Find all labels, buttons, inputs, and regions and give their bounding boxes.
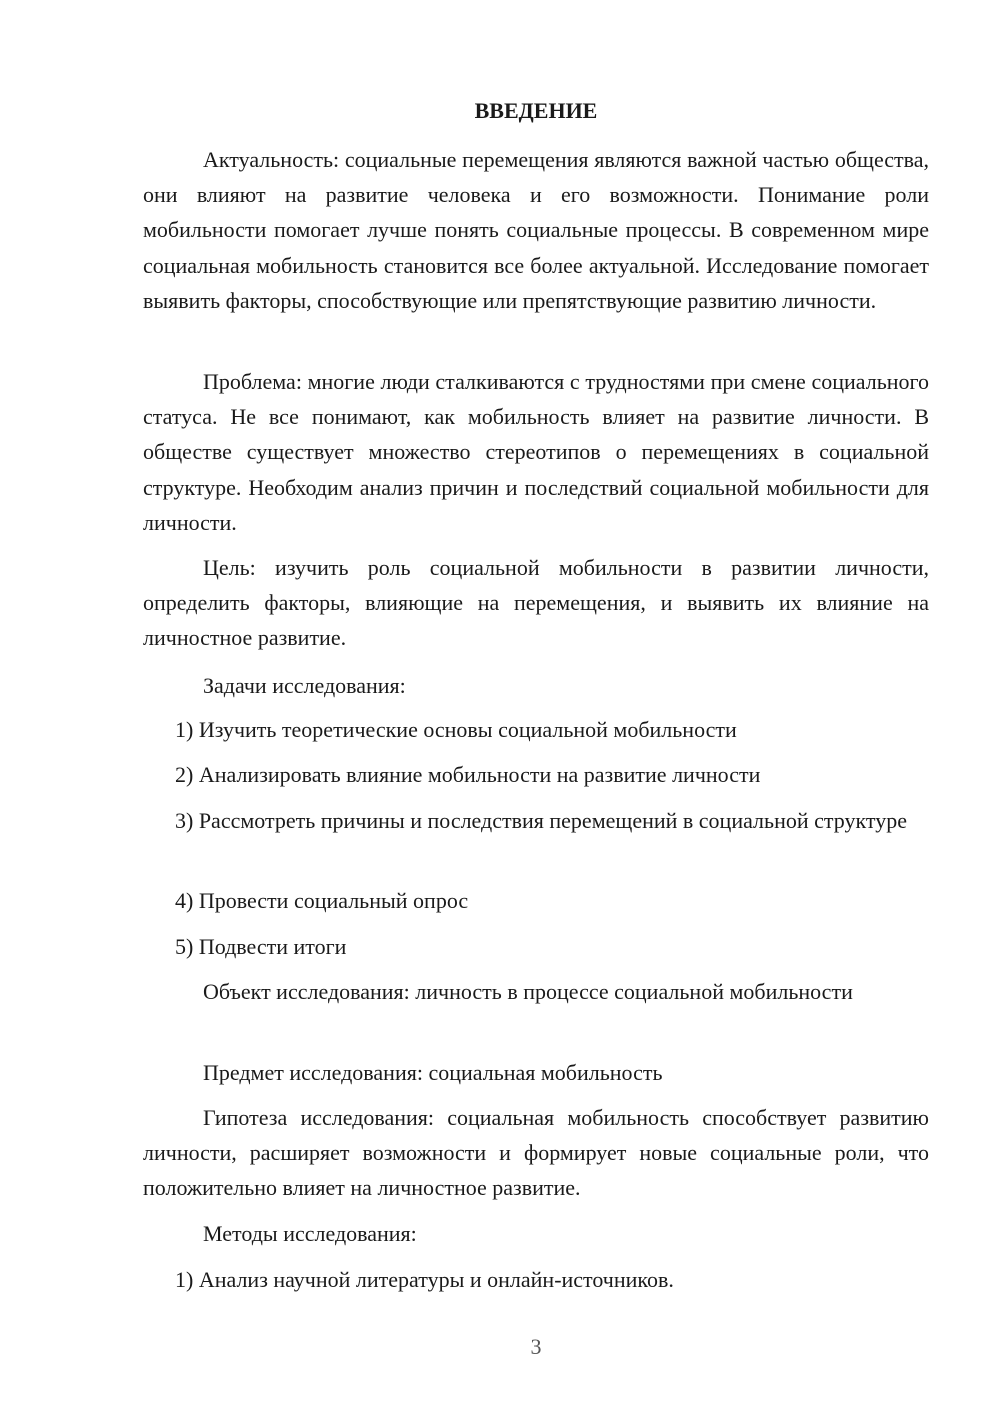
method-item-1: 1) Анализ научной литературы и онлайн-источников. xyxy=(175,1267,674,1292)
task-item-5: 5) Подвести итоги xyxy=(175,934,347,959)
paragraph-hypothesis: Гипотеза исследования: социальная мобильность способствует развитию личности, расширяет возможности и формирует новые социальные роли, что положительно влияет на личностное развитие. xyxy=(143,1105,929,1201)
paragraph-goal: Цель: изучить роль социальной мобильности в развитии личности, определить факторы, влияющие на перемещения, и выявить их влияние на личностное развитие. xyxy=(143,555,929,651)
page-number: 3 xyxy=(530,1334,542,1359)
page-title: ВВЕДЕНИЕ xyxy=(474,98,598,123)
paragraph-relevance: Актуальность: социальные перемещения являются важной частью общества, они влияют на развитие человека и его возможности. Понимание роли мобильности помогает лучше понять социальные процессы. В современном мире социальная мобильность становится все более актуальной. Исследование помогает выявить факторы, способствующие или препятствующие развитию личности. xyxy=(143,147,929,313)
paragraph-subject: Предмет исследования: социальная мобильность xyxy=(203,1060,663,1085)
paragraph-object: Объект исследования: личность в процессе социальной мобильности xyxy=(203,979,853,1004)
tasks-title: Задачи исследования: xyxy=(203,673,406,698)
task-item-3: 3) Рассмотреть причины и последствия перемещений в социальной структуре xyxy=(175,808,907,833)
task-item-2: 2) Анализировать влияние мобильности на развитие личности xyxy=(175,762,761,787)
paragraph-problem: Проблема: многие люди сталкиваются с трудностями при смене социального статуса. Не все понимают, как мобильность влияет на развитие личности. В обществе существует множество стереотипов о перемещениях в социальной структуре. Необходим анализ причин и последствий социальной мобильности для личности. xyxy=(143,369,929,535)
methods-title: Методы исследования: xyxy=(203,1221,417,1246)
task-item-1: 1) Изучить теоретические основы социальной мобильности xyxy=(175,717,737,742)
task-item-4: 4) Провести социальный опрос xyxy=(175,888,469,913)
